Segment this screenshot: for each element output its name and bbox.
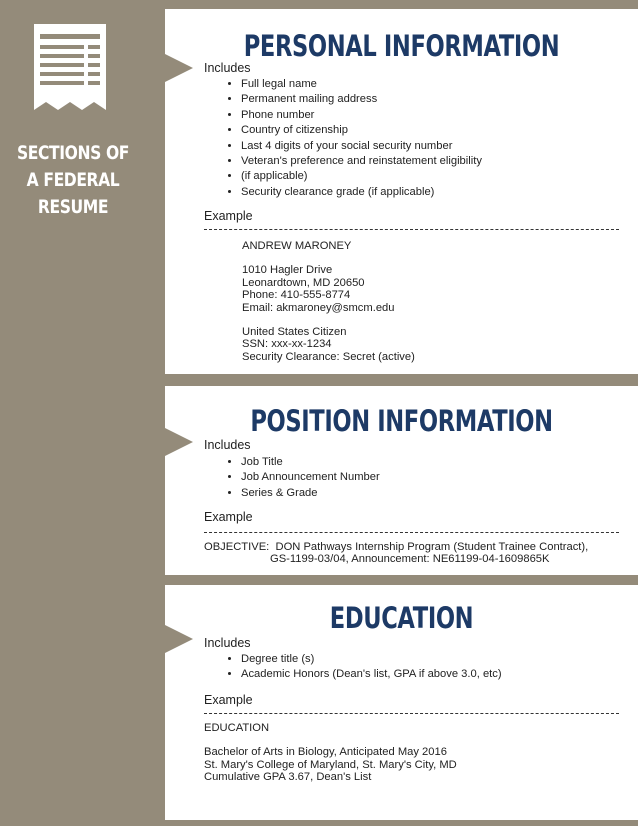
example-phone: Phone: 410-555-8774: [242, 289, 351, 302]
list-item: • Phone number: [241, 108, 482, 123]
dashed-divider: [204, 713, 619, 714]
example-content: [204, 722, 457, 784]
list-item: • Security clearance grade (if applicable): [241, 185, 482, 200]
education-section: [165, 585, 638, 820]
list-item: • Academic Honors (Dean's list, GPA if above 3.0, etc): [241, 667, 502, 682]
section-heading: POSITION INFORMATION: [250, 404, 553, 438]
includes-list: [204, 455, 380, 501]
includes-list: [204, 652, 502, 683]
sidebar-title-line-3: RESUME: [37, 196, 109, 218]
includes-label: Includes: [204, 61, 251, 75]
example-content: [242, 240, 415, 363]
list-item: • Last 4 digits of your social security number: [241, 139, 482, 154]
sidebar-title: [13, 140, 133, 221]
example-objective: OBJECTIVE: DON Pathways Internship Program (Student Trainee Contract),: [204, 541, 589, 553]
example-school: St. Mary's College of Maryland, St. Mary's City, MD: [204, 758, 457, 771]
list-item: • Permanent mailing address: [241, 92, 482, 107]
section-pointer: [165, 428, 193, 456]
example-city: Leonardtown, MD 20650: [242, 276, 365, 289]
includes-label: Includes: [204, 636, 251, 650]
list-item: • Degree title (s): [241, 652, 502, 667]
list-item: • Job Title: [241, 455, 380, 470]
example-title: EDUCATION: [204, 722, 270, 734]
section-heading: PERSONAL INFORMATION: [243, 29, 560, 63]
sidebar-title-line-1: SECTIONS OF: [16, 142, 130, 164]
list-item: • (if applicable): [241, 169, 482, 184]
example-gpa: Cumulative GPA 3.67, Dean's List: [204, 771, 372, 784]
list-item: • Full legal name: [241, 77, 482, 92]
example-ssn: SSN: xxx-xx-1234: [242, 338, 332, 351]
list-item: • Veteran's preference and reinstatement eligibility: [241, 154, 482, 169]
dashed-divider: [204, 229, 619, 230]
sidebar-title-line-2: A FEDERAL: [26, 169, 120, 191]
personal-information-section: [165, 9, 638, 374]
includes-list: [204, 77, 482, 200]
example-objective-continued: GS-1199-03/04, Announcement: NE61199-04-1609865K: [270, 553, 550, 566]
section-pointer: [165, 625, 193, 653]
example-label: Example: [204, 510, 253, 524]
includes-label: Includes: [204, 438, 251, 452]
example-label: Example: [204, 209, 253, 223]
example-label: Example: [204, 693, 253, 707]
list-item: • Country of citizenship: [241, 123, 482, 138]
section-heading: EDUCATION: [329, 601, 474, 635]
position-information-section: [165, 386, 638, 575]
example-clearance: Security Clearance: Secret (active): [242, 350, 415, 363]
resume-document-icon: [34, 24, 106, 110]
example-email: Email: akmaroney@smcm.edu: [242, 301, 395, 314]
example-content: [204, 541, 588, 566]
example-street: 1010 Hagler Drive: [242, 264, 333, 277]
sidebar: [0, 0, 165, 826]
example-name: ANDREW MARONEY: [242, 240, 352, 252]
example-citizenship: United States Citizen: [242, 326, 347, 339]
dashed-divider: [204, 532, 619, 533]
section-pointer: [165, 54, 193, 82]
example-degree: Bachelor of Arts in Biology, Anticipated May 2016: [204, 746, 447, 759]
list-item: • Series & Grade: [241, 486, 380, 501]
list-item: • Job Announcement Number: [241, 470, 380, 485]
